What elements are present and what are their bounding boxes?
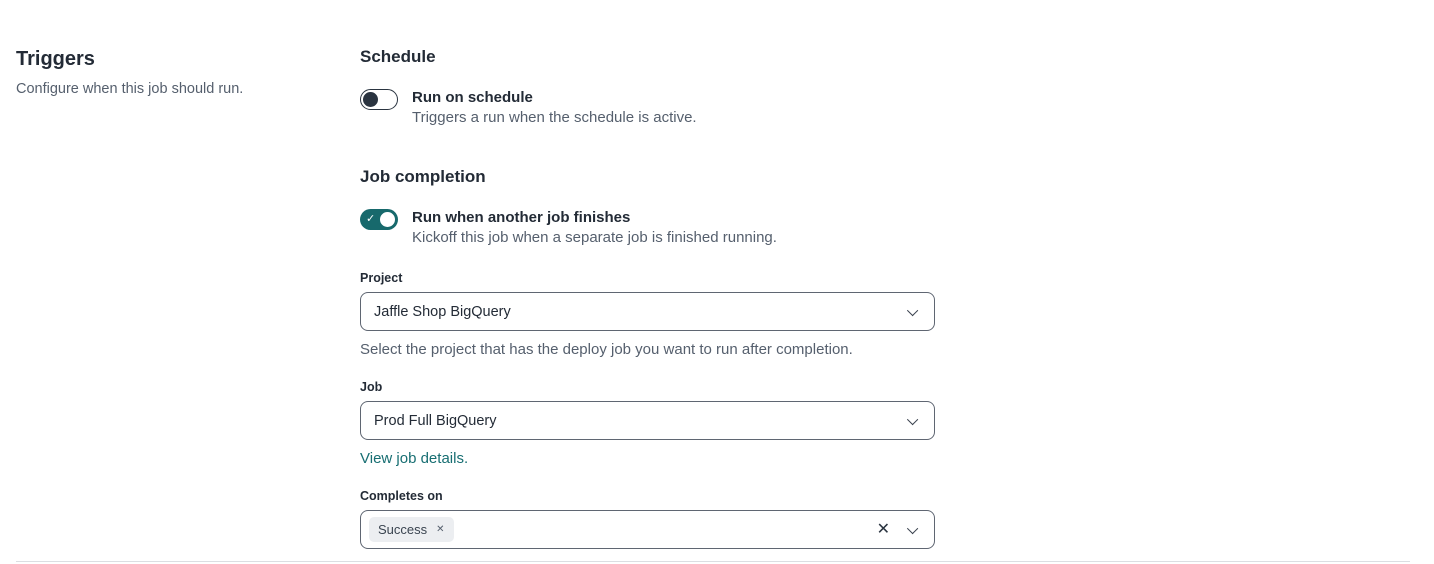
job-label: Job: [360, 380, 383, 394]
clear-all-icon[interactable]: ✕: [876, 520, 890, 538]
triggers-form: [360, 46, 935, 549]
job-select[interactable]: [360, 401, 935, 440]
section-intro: [0, 46, 360, 549]
project-select-value: Jaffle Shop BigQuery: [374, 303, 511, 320]
run-when-job-finishes-description: Kickoff this job when a separate job is finished running.: [412, 229, 777, 246]
run-on-schedule-toggle[interactable]: [360, 89, 398, 110]
completes-on-multiselect[interactable]: [360, 510, 935, 549]
run-when-job-finishes-row: [360, 208, 935, 248]
page-title: Triggers: [16, 48, 95, 70]
completes-on-label: Completes on: [360, 489, 443, 503]
run-on-schedule-label: Run on schedule: [412, 89, 533, 106]
run-on-schedule-description: Triggers a run when the schedule is active.: [412, 109, 697, 126]
bottom-divider: [16, 561, 1410, 562]
view-job-details-link[interactable]: View job details.: [360, 450, 469, 467]
run-when-job-finishes-toggle[interactable]: [360, 209, 398, 230]
job-link-wrap: [360, 440, 935, 488]
schedule-heading: Schedule: [360, 47, 436, 66]
run-on-schedule-row: [360, 88, 935, 128]
job-completion-heading: Job completion: [360, 167, 486, 186]
tag-remove-icon[interactable]: ✕: [436, 523, 445, 535]
project-label: Project: [360, 271, 403, 285]
job-select-value: Prod Full BigQuery: [374, 412, 497, 429]
chevron-down-icon[interactable]: [907, 522, 918, 533]
run-when-job-finishes-text: [412, 208, 777, 248]
project-help-text: Select the project that has the deploy job you want to run after completion.: [360, 341, 853, 358]
completes-on-tag-success: [369, 517, 454, 542]
toggle-knob: [380, 212, 395, 227]
page-description: Configure when this job should run.: [16, 81, 244, 97]
run-when-job-finishes-label: Run when another job finishes: [412, 209, 631, 226]
check-icon: ✓: [366, 212, 376, 225]
project-select[interactable]: [360, 292, 935, 331]
toggle-knob: [363, 92, 378, 107]
tag-label: Success: [378, 522, 428, 537]
run-on-schedule-text: [412, 88, 697, 128]
